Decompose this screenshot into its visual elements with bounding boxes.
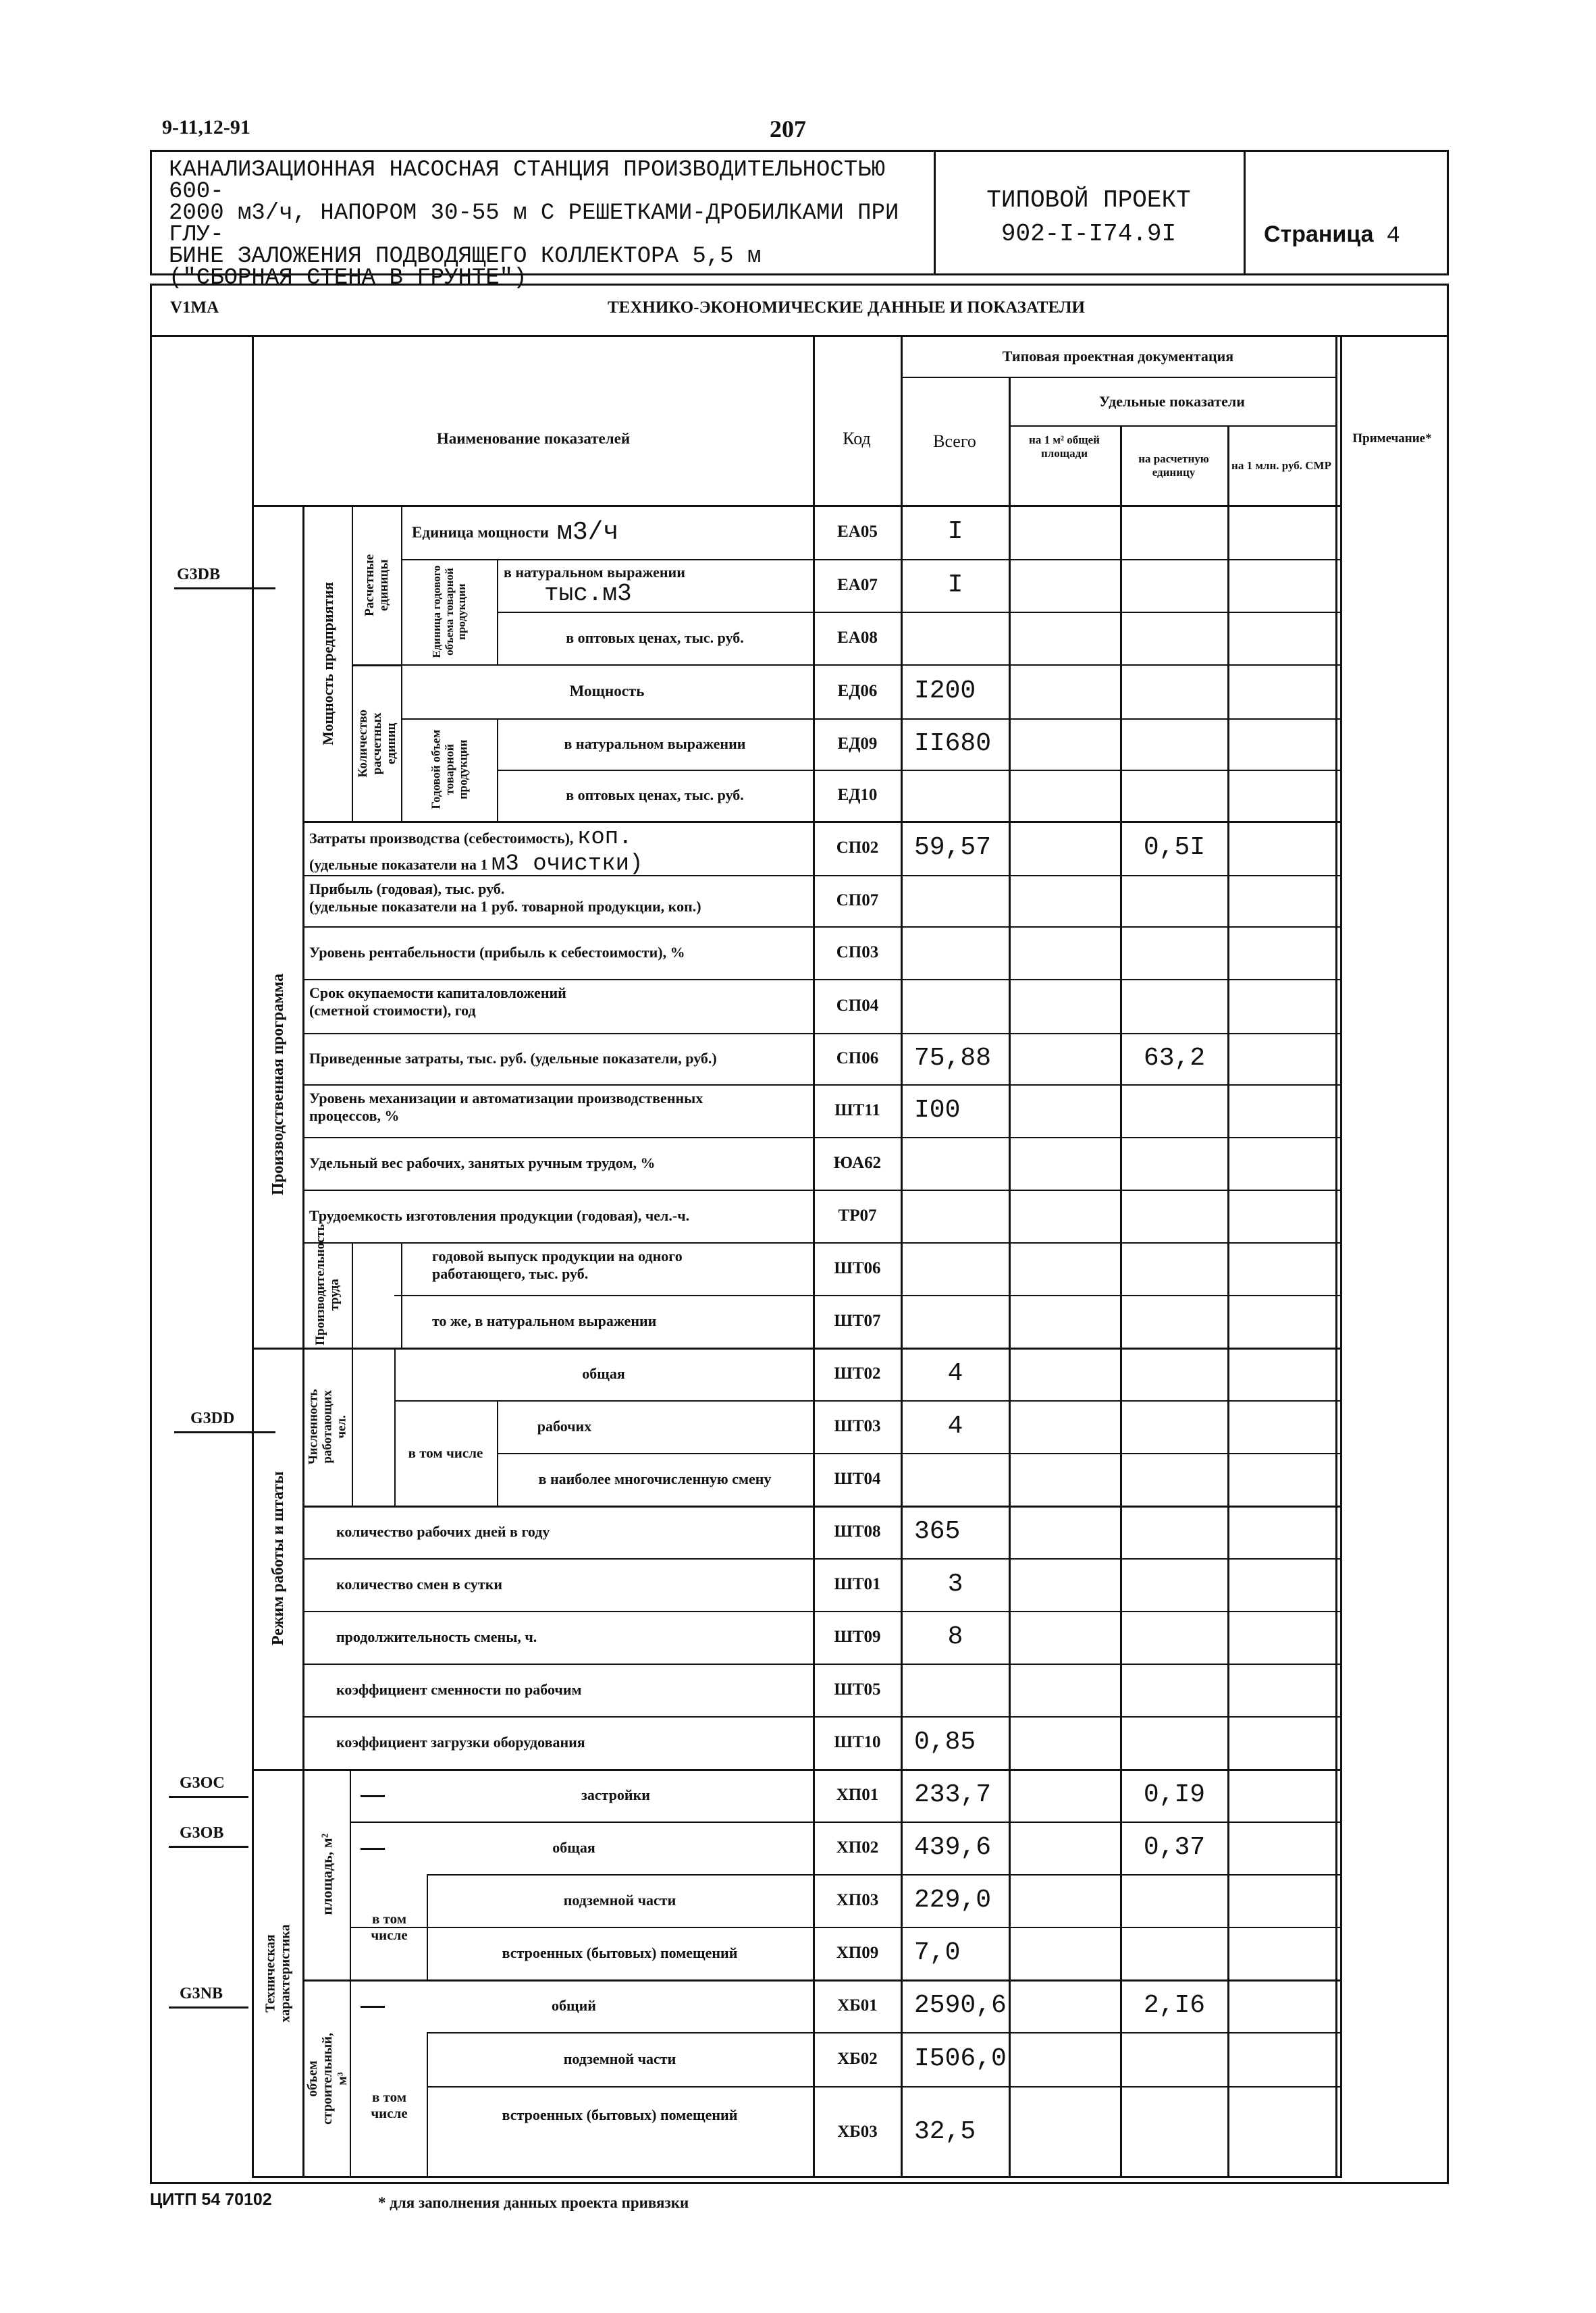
row-label: встроенных (бытовых) помещений — [502, 2106, 738, 2123]
col-line-per-mln — [1227, 425, 1229, 2178]
row-code: СП03 — [836, 942, 879, 961]
row-code: ШТ11 — [834, 1100, 880, 1119]
row-code: ШТ07 — [834, 1311, 881, 1330]
row-value-total: 229,0 — [914, 1886, 992, 1915]
row-value-total: 4 — [947, 1359, 963, 1389]
row-code: ШТ01 — [834, 1574, 881, 1593]
row-code: ШТ02 — [834, 1364, 881, 1383]
group-unit-annual-output-text: Единица годового объема товарной продукции — [429, 565, 469, 658]
dash-mark — [361, 1795, 385, 1797]
row-value-per-unit: 2,I6 — [1143, 1991, 1206, 2021]
row-value-total: I — [947, 517, 963, 547]
side-code-g3db: G3DB — [177, 566, 221, 583]
row-handwritten-text: м3/ч — [557, 518, 619, 548]
row-label: Удельный вес рабочих, занятых ручным трудом, % — [309, 1154, 656, 1172]
side-code-g3oc: G3OC — [180, 1774, 225, 1792]
row-label: то же, в натуральном выражении — [432, 1312, 657, 1330]
group-line-productivity — [352, 1242, 353, 1348]
group-annual-output — [402, 718, 497, 821]
side-code-g3dd: G3DD — [190, 1410, 235, 1427]
group-staff-count — [304, 1348, 352, 1506]
row-handwritten-text: тыс.м3 — [544, 580, 632, 608]
group-line-productivity-2 — [401, 1242, 402, 1348]
row-label: подземной части — [563, 2050, 676, 2068]
row-label: количество рабочих дней в году — [336, 1523, 550, 1541]
group-labor-productivity-text: Производительность труда — [313, 1224, 342, 1346]
row-value-total: 233,7 — [914, 1780, 992, 1810]
row-label: рабочих — [537, 1418, 592, 1435]
side-arrow-g3ob — [169, 1846, 248, 1848]
row-label: Приведенные затраты, тыс. руб. (удельные показатели, руб.) — [309, 1050, 717, 1067]
row-label: продолжительность смены, ч. — [336, 1628, 537, 1646]
row-label-text: работающего, тыс. руб. — [432, 1265, 589, 1283]
header-total: Всего — [933, 431, 976, 452]
project-number: 902-I-I74.9I — [1001, 220, 1177, 248]
row-label: застройки — [581, 1786, 650, 1804]
side-arrow-g3nb — [169, 2006, 248, 2009]
row-value-total: 0,85 — [914, 1728, 976, 1757]
row-label-text: в натуральном выражении — [504, 564, 685, 581]
row-label: общий — [552, 1997, 596, 2015]
project-title-line: БИНЕ ЗАЛОЖЕНИЯ ПОДВОДЯЩЕГО КОЛЛЕКТОРА 5,5 м — [169, 244, 762, 269]
row-value-total: 32,5 — [914, 2117, 976, 2147]
group-line-staff — [352, 1348, 353, 1506]
group-enterprise-capacity — [304, 506, 352, 821]
row-code: ЕД06 — [837, 681, 878, 700]
label-including-staff: в том числе — [408, 1444, 483, 1461]
footer-note: * для заполнения данных проекта привязки — [378, 2194, 689, 2211]
row-code: ЕА07 — [837, 575, 878, 594]
row-label — [405, 506, 810, 559]
row-label: в натуральном выражении — [564, 735, 746, 753]
row-value-per-unit: 0,37 — [1143, 1833, 1206, 1863]
row-value-total: 365 — [914, 1517, 961, 1547]
row-label: в оптовых ценах, тыс. руб. — [566, 629, 744, 647]
row-code: ШТ04 — [834, 1469, 881, 1488]
group-number-calc-units-text: Количество расчетных единиц — [355, 709, 398, 778]
row-label-text: (удельные показатели на 1 — [309, 856, 491, 874]
group-area-text: площадь, м² — [318, 1833, 336, 1915]
row-label-text: Прибыль (годовая), тыс. руб. — [309, 880, 505, 897]
row-value-total: 75,88 — [914, 1044, 992, 1073]
group-volume-text: объем строительный, м³ — [304, 2033, 350, 2125]
row-code: ЮА62 — [833, 1153, 882, 1172]
row-code: ШТ06 — [834, 1258, 881, 1277]
group-volume — [304, 1979, 350, 2178]
row-label-text: годовой выпуск продукции на одного — [432, 1248, 683, 1265]
dash-mark — [361, 1848, 385, 1850]
row-value-per-unit: 0,5I — [1143, 833, 1206, 863]
section-code: V1MA — [170, 298, 219, 317]
col-line-per-m2 — [1009, 377, 1011, 2178]
row-label — [432, 1248, 810, 1295]
row-label: подземной части — [563, 1892, 676, 1909]
row-code: ХП01 — [836, 1785, 879, 1804]
row-value-per-unit: 0,I9 — [1143, 1780, 1206, 1810]
group-line-capacity — [352, 505, 353, 821]
side-code-g3ob: G3OB — [180, 1824, 224, 1842]
header-typical-doc: Типовая проектная документация — [1002, 348, 1234, 365]
page-label-number: 4 — [1386, 223, 1400, 249]
dash-mark — [361, 2006, 385, 2008]
header-per-unit: на расчетную единицу — [1138, 452, 1209, 479]
header-per-m2: на 1 м² общей площади — [1029, 433, 1100, 460]
row-code: ТР07 — [838, 1206, 877, 1225]
group-work-mode-text: Режим работы и штаты — [269, 1471, 287, 1645]
row-label: общая — [582, 1365, 625, 1383]
row-label: Мощность — [569, 682, 645, 699]
row-label: коэффициент сменности по рабочим — [336, 1681, 582, 1699]
row-code: ХБ03 — [837, 2122, 878, 2141]
group-annual-output-text: Годовой объем товарной продукции — [429, 730, 469, 809]
section-title: ТЕХНИКО-ЭКОНОМИЧЕСКИЕ ДАННЫЕ И ПОКАЗАТЕЛИ — [608, 298, 1085, 317]
row-handwritten-text: м3 очистки) — [491, 851, 643, 878]
group-enterprise-capacity-text: Мощность предприятия — [319, 582, 336, 745]
group-area — [304, 1769, 350, 1979]
row-code: ХБ02 — [837, 2049, 878, 2068]
row-label — [309, 1090, 809, 1137]
row-label-text: (удельные показатели на 1 руб. товарной продукции, коп.) — [309, 898, 701, 915]
row-label: количество смен в сутки — [336, 1576, 503, 1593]
header-name: Наименование показателей — [436, 429, 631, 447]
row-code: ЕД09 — [837, 734, 878, 753]
page-label-text: Страница — [1264, 221, 1374, 247]
row-code: СП07 — [836, 890, 879, 909]
row-label-text: Срок окупаемости капиталовложений — [309, 984, 566, 1001]
row-label: Уровень рентабельности (прибыль к себестоимости), % — [309, 944, 685, 961]
group-calc-units — [354, 506, 401, 664]
group-tech-characteristic — [254, 1769, 302, 2178]
row-code: ШТ09 — [834, 1627, 881, 1646]
row-value-total: 8 — [947, 1622, 963, 1652]
row-label: в оптовых ценах, тыс. руб. — [566, 787, 744, 804]
row-value-total: I00 — [914, 1096, 961, 1125]
row-value-total: 59,57 — [914, 833, 992, 863]
row-code: ШТ03 — [834, 1416, 881, 1435]
group-line-area-volume — [350, 1769, 351, 2178]
row-code: СП06 — [836, 1048, 879, 1067]
project-title — [169, 159, 925, 289]
group-number-calc-units — [354, 666, 401, 821]
row-label — [309, 825, 809, 878]
row-label: общая — [552, 1839, 595, 1857]
row-handwritten-text: коп. — [577, 825, 633, 851]
project-title-line: ("СБОРНАЯ СТЕНА В ГРУНТЕ") — [169, 265, 527, 291]
row-code: ХП02 — [836, 1838, 879, 1857]
row-code: ЕА05 — [837, 522, 878, 541]
header-code: Код — [843, 429, 871, 449]
header-per-mln: на 1 млн. руб. СМР — [1231, 459, 1331, 473]
project-title-line: 2000 м3/ч, НАПОРОМ 30-55 м С РЕШЕТКАМИ-ДРОБИЛКАМИ ПРИ ГЛУ- — [169, 201, 899, 248]
group-labor-productivity — [304, 1224, 352, 1348]
group-tech-characteristic-text: Техническая характеристика — [263, 1924, 293, 2023]
title-divider-2 — [1244, 150, 1246, 275]
row-label: Трудоемкость изготовления продукции (годовая), чел.-ч. — [309, 1207, 690, 1225]
header-note: Примечание* — [1352, 431, 1432, 446]
row-value-total: 2590,6 — [914, 1991, 1007, 2021]
row-value-total: I200 — [914, 676, 976, 706]
side-code-g3nb: G3NB — [180, 1985, 223, 2002]
page-number: 207 — [770, 115, 806, 142]
row-label-text: (сметной стоимости), год — [309, 1002, 476, 1019]
group-calc-units-text: Расчетные единицы — [363, 554, 392, 616]
group-unit-annual-output — [402, 559, 497, 664]
row-code: ХБ01 — [837, 1996, 878, 2015]
row-label: встроенных (бытовых) помещений — [502, 1944, 738, 1962]
row-code: ХП09 — [836, 1943, 879, 1962]
col-line-per-unit — [1120, 425, 1122, 2178]
row-value-total: I506,0 — [914, 2044, 1007, 2074]
row-value-total: 439,6 — [914, 1833, 992, 1863]
side-arrow-g3oc — [169, 1796, 248, 1798]
row-code: ШТ05 — [834, 1680, 881, 1699]
group-work-mode — [254, 1348, 302, 1769]
row-value-total: I — [947, 570, 963, 600]
row-label-text: Уровень механизации и автоматизации производственных — [309, 1090, 703, 1107]
header-specific: Удельные показатели — [1099, 393, 1245, 410]
project-title-line: КАНАЛИЗАЦИОННАЯ НАСОСНАЯ СТАНЦИЯ ПРОИЗВОДИТЕЛЬНОСТЬЮ 600- — [169, 157, 885, 205]
row-label: в наиболее многочисленную смену — [538, 1470, 772, 1488]
footer-left: ЦИТП 54 70102 — [150, 2190, 272, 2209]
row-value-total: II680 — [914, 729, 992, 759]
row-code: ЕА08 — [837, 628, 878, 647]
label-including-volume: в том числе — [371, 2088, 408, 2121]
row-code: ЕД10 — [837, 785, 878, 804]
group-staff-count-text: Численность работающих чел. — [306, 1389, 349, 1464]
row-label-text: процессов, % — [309, 1107, 400, 1125]
row-code: ХП03 — [836, 1890, 879, 1909]
row-value-total: 7,0 — [914, 1938, 961, 1968]
row-value-per-unit: 63,2 — [1143, 1044, 1206, 1073]
row-label: коэффициент загрузки оборудования — [336, 1734, 585, 1751]
row-label — [309, 880, 809, 926]
series-label: 9-11,12-91 — [162, 116, 250, 138]
row-code: ШТ10 — [834, 1732, 881, 1751]
project-label: ТИПОВОЙ ПРОЕКТ — [986, 186, 1191, 214]
row-label-text: Единица мощности — [412, 523, 550, 541]
group-production-program — [254, 821, 302, 1348]
row-code: ШТ08 — [834, 1522, 881, 1541]
page-label — [1264, 221, 1400, 249]
row-label — [309, 984, 809, 1033]
row-code: СП02 — [836, 838, 879, 857]
row-label-text: Затраты производства (себестоимость), — [309, 830, 577, 847]
side-arrow-g3db — [174, 587, 275, 589]
group-production-program-text: Производственная программа — [269, 973, 287, 1196]
row-label — [504, 564, 807, 612]
label-including-area: в том числе — [371, 1910, 408, 1943]
side-arrow-g3dd — [174, 1431, 275, 1433]
row-value-total: 3 — [947, 1570, 963, 1599]
row-code: СП04 — [836, 996, 879, 1015]
row-value-total: 4 — [947, 1412, 963, 1441]
